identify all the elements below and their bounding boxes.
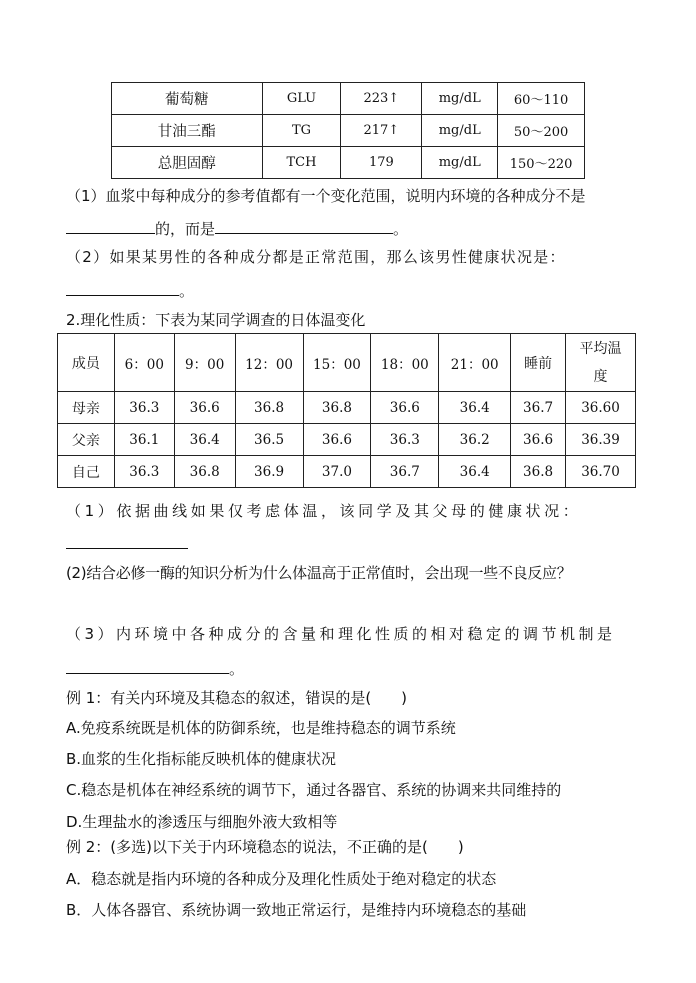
header-cell: 15：00: [303, 334, 371, 392]
question-2-text-b: 。: [179, 282, 195, 300]
item-value: 217↑: [341, 115, 422, 147]
table-cell: 36.2: [439, 424, 511, 456]
header-cell-line: 平均温: [579, 340, 622, 357]
answer-blank[interactable]: [66, 217, 155, 234]
table-cell: 36.5: [235, 424, 303, 456]
item-unit: mg/dL: [422, 83, 498, 115]
table-row: [112, 147, 585, 179]
blood-test-table: [111, 82, 585, 179]
item-code: TG: [262, 115, 341, 147]
item-name: 葡萄糖: [112, 83, 263, 115]
question-2-text: （2）如果某男性的各种成分都是正常范围，那么该男性健康状况是：: [66, 248, 566, 266]
temperature-table: [57, 333, 636, 488]
header-cell: 6：00: [114, 334, 174, 392]
header-cell: 9：00: [174, 334, 235, 392]
table-cell: 36.8: [174, 456, 235, 488]
section-2-title: 2.理化性质：下表为某同学调查的日体温变化: [66, 311, 366, 329]
table-cell: 36.6: [174, 392, 235, 424]
table-cell: 36.8: [303, 392, 371, 424]
item-value: 179: [341, 147, 422, 179]
table-cell: 36.9: [235, 456, 303, 488]
question-1-text-c: 。: [393, 220, 409, 238]
table-row: [58, 424, 636, 456]
question-2-line-b: [66, 279, 194, 301]
table-cell: 36.3: [114, 456, 174, 488]
item-range: 50～200: [498, 115, 585, 147]
header-cell: [566, 334, 636, 392]
answer-blank[interactable]: [66, 532, 188, 549]
table-row: [58, 392, 636, 424]
table-cell: 36.7: [511, 392, 566, 424]
table-row: [58, 456, 636, 488]
question-2-3-line-b: [66, 657, 244, 679]
table-cell: 36.4: [174, 424, 235, 456]
item-unit: mg/dL: [422, 115, 498, 147]
answer-blank[interactable]: [66, 657, 229, 674]
row-label: 母亲: [58, 392, 115, 424]
answer-blank[interactable]: [66, 279, 179, 296]
example-1-stem: 例 1：有关内环境及其稳态的叙述，错误的是( ): [66, 689, 408, 707]
question-2-2: (2)结合必修一酶的知识分析为什么体温高于正常值时，会出现一些不良反应？: [66, 564, 572, 582]
table-cell: 36.1: [114, 424, 174, 456]
question-2-3-line-a: [66, 624, 616, 644]
question-1-line-a: [66, 186, 586, 206]
table-cell: 36.6: [371, 392, 439, 424]
header-cell: 成员: [58, 334, 115, 392]
table-cell: 36.39: [566, 424, 636, 456]
example-1-option-c: C.稳态是机体在神经系统的调节下，通过各器官、系统的协调来共同维持的: [66, 781, 562, 799]
table-cell: 36.60: [566, 392, 636, 424]
item-code: TCH: [262, 147, 341, 179]
item-unit: mg/dL: [422, 147, 498, 179]
example-1-option-d: D.生理盐水的渗透压与细胞外液大致相等: [66, 813, 338, 831]
table-cell: 36.4: [439, 456, 511, 488]
question-2-3-text: （3）内环境中各种成分的含量和理化性质的相对稳定的调节机制是: [66, 625, 616, 643]
question-1-text: （1）血浆中每种成分的参考值都有一个变化范围，说明内环境的各种成分不是: [66, 187, 586, 205]
table-cell: 36.6: [303, 424, 371, 456]
question-2-3-text-b: 。: [229, 660, 245, 678]
table-cell: 36.8: [235, 392, 303, 424]
row-label: 自己: [58, 456, 115, 488]
header-cell: 21：00: [439, 334, 511, 392]
item-name: 甘油三酯: [112, 115, 263, 147]
item-range: 150～220: [498, 147, 585, 179]
table-cell: 36.4: [439, 392, 511, 424]
header-cell: 12：00: [235, 334, 303, 392]
table-row: [112, 115, 585, 147]
item-name: 总胆固醇: [112, 147, 263, 179]
example-2-option-b: B．人体各器官、系统协调一致地正常运行，是维持内环境稳态的基础: [66, 901, 527, 919]
table-header-row: [58, 334, 636, 392]
question-2-1-answer: [66, 532, 188, 554]
header-cell: 睡前: [511, 334, 566, 392]
header-cell: 18：00: [371, 334, 439, 392]
table-cell: 36.3: [371, 424, 439, 456]
answer-blank[interactable]: [215, 217, 393, 234]
item-range: 60～110: [498, 83, 585, 115]
item-value: 223↑: [341, 83, 422, 115]
example-1-option-b: B.血浆的生化指标能反映机体的健康状况: [66, 750, 337, 768]
question-1-line-b: [66, 217, 408, 239]
example-2-stem: 例 2：(多选)以下关于内环境稳态的说法，不正确的是( ): [66, 838, 464, 856]
example-1-option-a: A.免疫系统既是机体的防御系统，也是维持稳态的调节系统: [66, 719, 456, 737]
table-cell: 36.3: [114, 392, 174, 424]
item-code: GLU: [262, 83, 341, 115]
question-2-line-a: [66, 247, 566, 267]
question-1-text-b: 的，而是: [155, 220, 216, 238]
table-cell: 36.7: [371, 456, 439, 488]
table-cell: 36.70: [566, 456, 636, 488]
example-2-option-a: A．稳态就是指内环境的各种成分及理化性质处于绝对稳定的状态: [66, 870, 497, 888]
row-label: 父亲: [58, 424, 115, 456]
question-2-1: （1）依据曲线如果仅考虑体温，该同学及其父母的健康状况：: [66, 502, 582, 520]
table-cell: 36.6: [511, 424, 566, 456]
table-row: [112, 83, 585, 115]
table-cell: 36.8: [511, 456, 566, 488]
table-cell: 37.0: [303, 456, 371, 488]
header-cell-line: 度: [593, 368, 608, 385]
